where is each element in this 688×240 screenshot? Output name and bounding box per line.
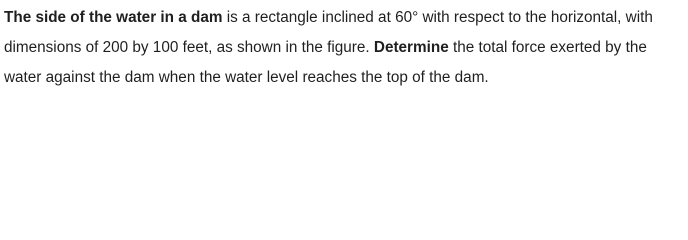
problem-text-part-2: the total force exerted by the water against the dam when the water level reaches the top of the dam. [4,39,647,86]
problem-action-word: Determine [373,39,449,56]
problem-lead: The side of the water in a dam [4,9,223,26]
problem-text-part-1: is a rectangle inclined at 60° with respect to the horizontal, with dimensions of 200 by 100 feet, as shown in the figure. [4,9,653,56]
problem-statement [0,0,688,93]
